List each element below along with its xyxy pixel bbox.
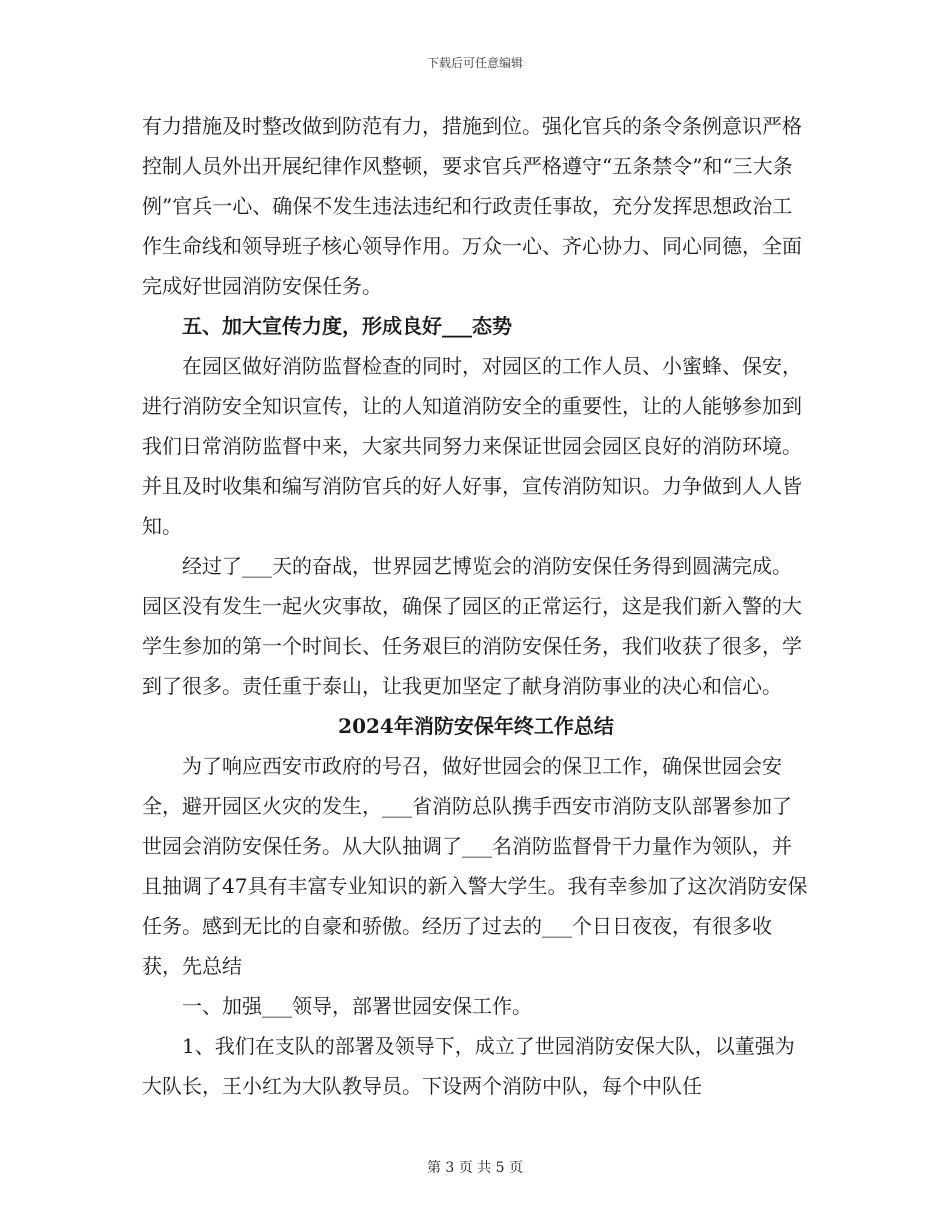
- section-heading: 五、加大宣传力度，形成良好___态势: [182, 314, 512, 338]
- document-body: [142, 106, 810, 1106]
- page-header: 下载后可任意编辑: [426, 56, 523, 70]
- paragraph: 有力措施及时整改做到防范有力，措施到位。强化官兵的条令条例意识严格控制人员外出开展纪律作风整顿，要求官兵严格遵守“五条禁令”和“三大条例”官兵一心、确保不发生违法违纪和行政责任事故，充分发挥思想政治工作生命线和领导班子核心领导作用。万众一心、齐心协力、同心同德，全面完成好世园消防安保任务。: [142, 114, 802, 298]
- section-heading: 一、加强___领导，部署世园安保工作。: [182, 994, 532, 1018]
- paragraph: 1、我们在支队的部署及领导下，成立了世园消防安保大队，以董强为大队长，王小红为大队教导员。下设两个消防中队，每个中队任: [142, 1034, 795, 1098]
- document-title: 2024年消防安保年终工作总结: [338, 714, 614, 738]
- paragraph: 为了响应西安市政府的号召，做好世园会的保卫工作，确保世园会安全，避开园区火灾的发生，___省消防总队携手西安市消防支队部署参加了世园会消防安保任务。从大队抽调了___名消防监督骨干力量作为领队，并且抽调了47具有丰富专业知识的新入警大学生。我有幸参加了这次消防安保任务。感到无比的自豪和骄傲。经历了过去的___个日日夜夜，有很多收获，先总结: [142, 754, 808, 978]
- paragraph: 经过了___天的奋战，世界园艺博览会的消防安保任务得到圆满完成。园区没有发生一起火灾事故，确保了园区的正常运行，这是我们新入警的大学生参加的第一个时间长、任务艰巨的消防安保任务，我们收获了很多，学到了很多。责任重于泰山，让我更加坚定了献身消防事业的决心和信心。: [142, 554, 802, 698]
- page-footer: 第 3 页 共 5 页: [426, 1160, 524, 1176]
- paragraph: 在园区做好消防监督检查的同时，对园区的工作人员、小蜜蜂、保安，进行消防安全知识宣传，让的人知道消防安全的重要性，让的人能够参加到我们日常消防监督中来，大家共同努力来保证世园会园区良好的消防环境。并且及时收集和编写消防官兵的好人好事，宣传消防知识。力争做到人人皆知。: [142, 354, 802, 538]
